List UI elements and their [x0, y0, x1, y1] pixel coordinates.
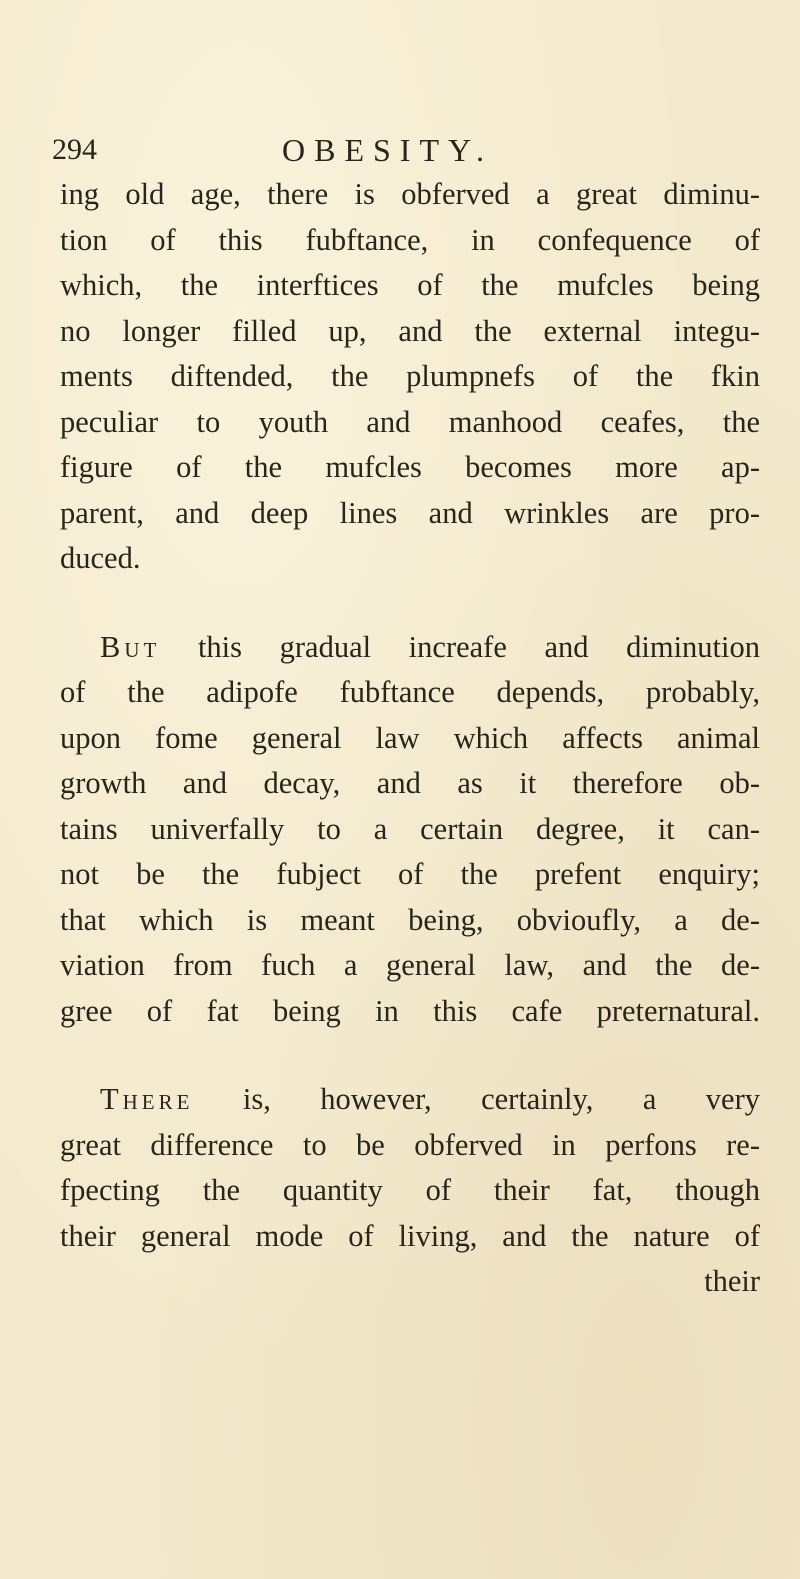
text-line: fpecting the quantity of their fat, though — [60, 1173, 760, 1207]
paragraph-gap — [60, 582, 760, 625]
text-line: that which is meant being, obvioufly, a de- — [60, 902, 760, 937]
text-line: great difference to be obferved in perfons re- — [60, 1127, 760, 1162]
paragraph-gap — [60, 1034, 760, 1077]
page-number: 294 — [52, 133, 97, 166]
text-line: their general mode of living, and the nature of — [60, 1218, 760, 1253]
text-line: no longer filled up, and the external integu- — [60, 313, 760, 348]
catchword: their — [704, 1264, 760, 1298]
text-line: of the adipofe fubftance depends, probably, — [60, 675, 760, 709]
text-line: ments diftended, the plumpnefs of the fkin — [60, 359, 760, 393]
text-fragment: is, however, certainly, a very — [193, 1082, 760, 1116]
text-line: tion of this fubftance, in confequence of — [60, 222, 760, 257]
text-line: not be the fubject of the prefent enquiry; — [60, 857, 760, 891]
body-text — [60, 172, 760, 1305]
text-line: tains univerfally to a certain degree, it can- — [60, 811, 760, 846]
text-line: peculiar to youth and manhood ceafes, the — [60, 404, 760, 439]
text-line: which, the interftices of the mufcles being — [60, 268, 760, 302]
page-header — [52, 130, 752, 170]
text-line: growth and decay, and as it therefore ob- — [60, 766, 760, 800]
running-head: OBESITY. — [282, 132, 493, 168]
text-fragment: this gradual increafe and diminution — [160, 629, 760, 664]
text-line — [60, 625, 760, 671]
text-line: upon fome general law which affects animal — [60, 720, 760, 755]
paragraph-lead: But — [100, 629, 161, 664]
text-line: ing old age, there is obferved a great diminu- — [60, 177, 760, 211]
text-line: gree of fat being in this cafe preternatural. — [60, 993, 760, 1028]
text-line: viation from fuch a general law, and the de- — [60, 948, 760, 982]
paragraph-lead: There — [100, 1082, 194, 1116]
text-line: figure of the mufcles becomes more ap- — [60, 450, 760, 484]
text-line — [60, 1077, 760, 1123]
text-line: parent, and deep lines and wrinkles are pro- — [60, 495, 760, 530]
text-line: duced. — [60, 541, 141, 575]
